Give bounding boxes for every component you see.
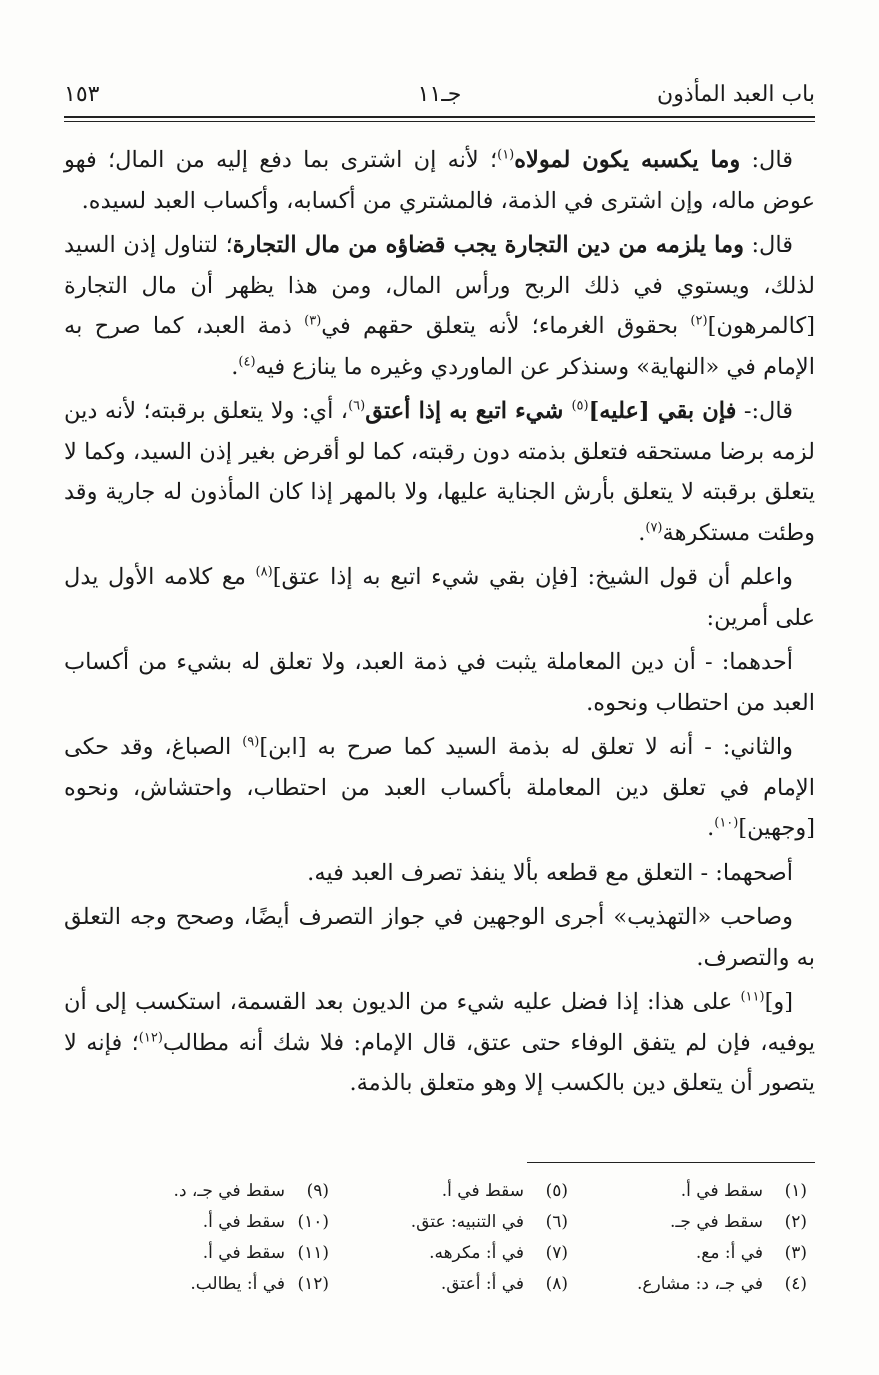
footnote-ref: (١) [497,147,515,163]
paragraph-3: قال:- فإن بقي [عليه]$^{(٥)}$ شيء اتبع به إذا أعتق$^{(٦)}$، أي: ولا يتعلق برقبته؛ لأنه دين لزمه برضا مستحقه فتعلق بذمته دون رقبته، كما لو أقرض بغير إذن السيد، وكما لا يتعلق برقبته لا يتعلق بأرش الجناية عليها، ولا بالمهر إذا كان المأذون له جارية وقد وطئت مستكرهة$^{(٧)}$. [64,398,815,546]
footnote: (١٠)سقط في أ. [202,1212,329,1232]
paragraph-4: واعلم أن قول الشيخ: [فإن بقي شيء اتبع به إذا عتق]$^{(٨)}$ مع كلامه الأول يدل على أمرين: [64,564,815,631]
paragraph-9: [و]$^{(١١)}$ على هذا: إذا فضل عليه شيء من الديون بعد القسمة، استكسب إلى أن يوفيه، فإن لم يتفق الوفاء حتى عتق، قال الإمام: فلا شك أنه مطالب$^{(١٢)}$؛ فإنه لا يتصور أن يتعلق دين بالكسب إلا وهو متعلق بالذمة. [64,989,815,1096]
paragraph-1: قال: وما يكسبه يكون لمولاه$^{(١)}$؛ لأنه إن اشترى بما دفع إليه من المال؛ فهو عوض ماله، وإن اشترى في الذمة، فالمشتري من أكسابه، وأكساب العبد لسيده. [64,147,815,214]
footnote-ref: (١١) [740,989,765,1005]
running-header [64,78,815,114]
main-text [64,140,815,1108]
page-number: ١٥٣ [64,82,100,107]
footnote: (٣)في أ: مع. [695,1243,807,1263]
footnote-ref: (٨) [255,564,273,580]
paragraph-6: والثاني: - أنه لا تعلق له بذمة السيد كما صرح به [ابن]$^{(٩)}$ الصباغ، وقد حكى الإمام في تعلق دين المعاملة بأكساب العبد من احتطاب، واحتشاش، ونحوه [وجهين]$^{(١٠)}$. [64,734,815,841]
header-rule-thick [64,116,815,118]
footnote-ref: (٦) [348,398,366,414]
paragraph-8: وصاحب «التهذيب» أجرى الوجهين في جواز التصرف أيضًا، وصحح وجه التعلق به والتصرف. [64,904,815,971]
footnote-ref: (٢) [690,313,708,329]
footnote-ref: (٧) [645,520,663,535]
footnote-column-2 [349,1176,568,1300]
volume-label: جـ١١ [417,82,462,107]
paragraph-2: قال: وما يلزمه من دين التجارة يجب قضاؤه من مال التجارة؛ لتناول إذن السيد لذلك، ويستوي في ذلك الربح ورأس المال، ومن هذا يظهر أن مال التجارة [كالمرهون]$^{(٢)}$ بحقوق الغرماء؛ لأنه يتعلق حقهم في$^{(٣)}$ ذمة العبد، كما صرح به الإمام في «النهاية» وسنذكر عن الماوردي وغيره ما ينازع فيه$^{(٤)}$. [64,232,815,380]
footnote: (١)سقط في أ. [680,1181,807,1201]
footnote-ref: (٩) [242,734,260,750]
footnote-column-3 [110,1176,329,1300]
footnote: (١٢)في أ: يطالب. [190,1274,329,1294]
footnote-ref: (٥) [571,398,589,414]
footnote-ref: (١٢) [138,1030,163,1045]
paragraph-7: أصحهما: - التعلق مع قطعه بألا ينفذ تصرف العبد فيه. [307,859,793,886]
footnote: (٨)في أ: أعتق. [440,1274,568,1294]
paragraph-5: أحدهما: - أن دين المعاملة يثبت في ذمة العبد، ولا تعلق له بشيء من أكساب العبد من احتطاب ونحوه. [64,649,815,716]
footnote-ref: (١٠) [714,815,739,831]
footnote: (٥)سقط في أ. [441,1181,568,1201]
footnote: (٢)سقط في جـ. [670,1212,807,1232]
footnotes [110,1176,807,1300]
footnote: (٦)في التنبيه: عتق. [410,1212,568,1232]
footnote: (١١)سقط في أ. [202,1243,329,1263]
footnote-column-1 [588,1176,807,1300]
footnote: (٤)في جـ، د: مشارع. [637,1274,807,1294]
header-rule-thin [64,121,815,122]
footnote-ref: (٤) [238,354,256,369]
footnote: (٧)في أ: مكرهه. [429,1243,568,1263]
footnote: (٩)سقط في جـ، د. [173,1181,329,1201]
chapter-title: باب العبد المأذون [657,82,815,107]
footnote-rule [527,1162,815,1163]
footnote-ref: (٣) [304,313,322,329]
